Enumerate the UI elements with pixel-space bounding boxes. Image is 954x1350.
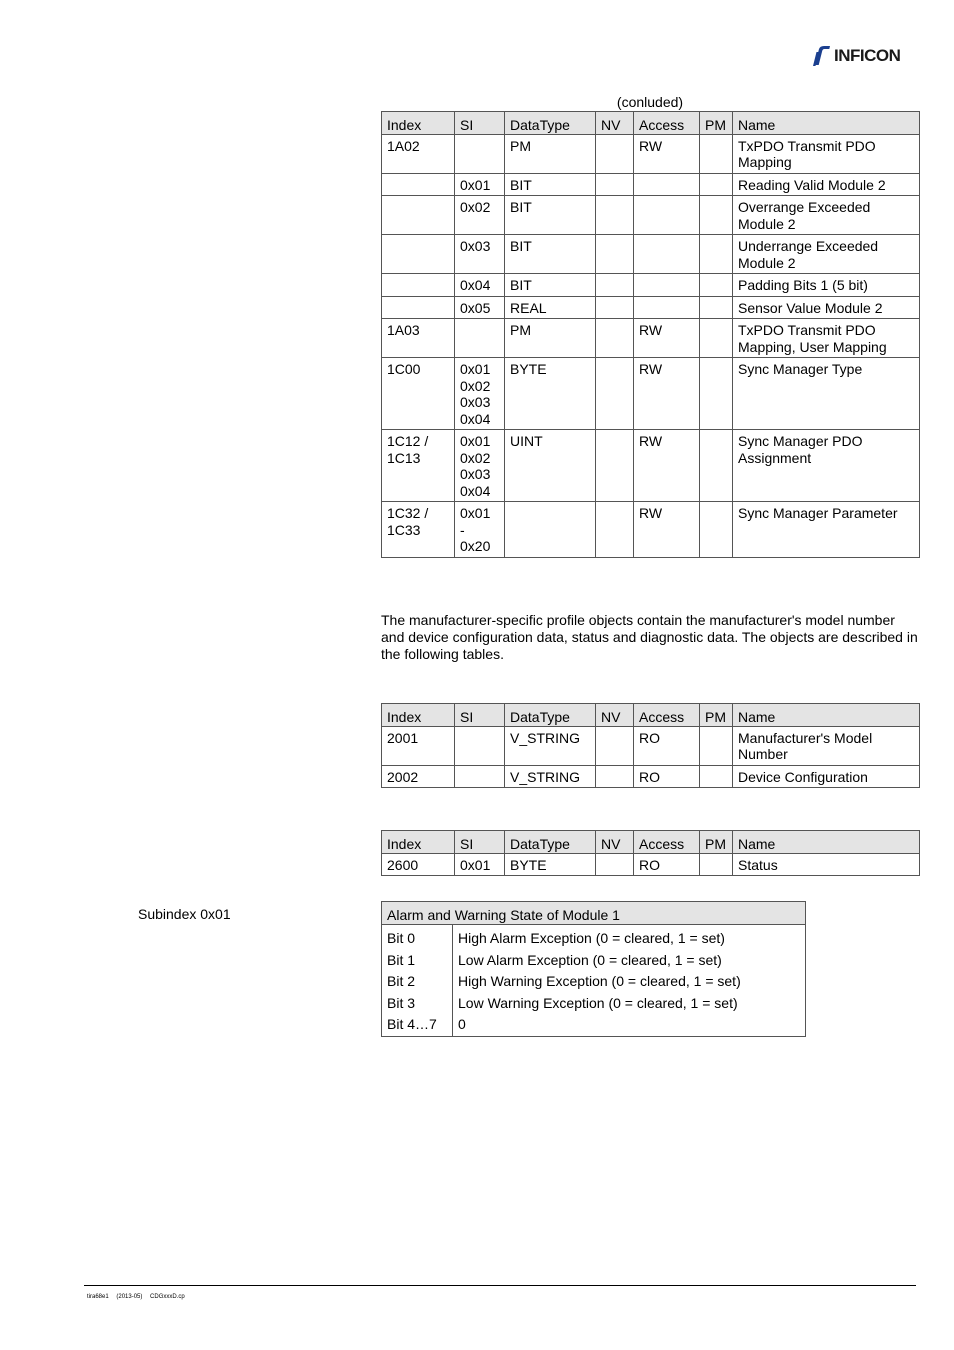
column-header: Access bbox=[634, 112, 700, 135]
table-cell bbox=[700, 235, 733, 274]
table-cell: RW bbox=[634, 319, 700, 358]
table-cell bbox=[634, 196, 700, 235]
table-cell bbox=[596, 134, 634, 173]
table-cell: Manufacturer's Model Number bbox=[733, 726, 920, 765]
table-cell: BIT bbox=[505, 196, 596, 235]
bit-label: Bit 4…7 bbox=[382, 1014, 453, 1036]
table-cell bbox=[596, 765, 634, 788]
table-header-row bbox=[382, 704, 920, 727]
column-header: Index bbox=[382, 704, 455, 727]
footer-doc-id: tira68e1 bbox=[87, 1294, 109, 1300]
footer-divider bbox=[84, 1285, 916, 1286]
bits-table bbox=[381, 901, 806, 1037]
table-cell: BIT bbox=[505, 235, 596, 274]
table-cell: RO bbox=[634, 765, 700, 788]
table-cell: 1C32 / 1C33 bbox=[382, 502, 455, 558]
column-header: Index bbox=[382, 831, 455, 854]
table-cell bbox=[455, 765, 505, 788]
table-row bbox=[382, 502, 920, 558]
table-cell bbox=[596, 358, 634, 430]
table-caption: (conluded) bbox=[616, 94, 684, 110]
table-cell bbox=[382, 235, 455, 274]
table-cell: RW bbox=[634, 358, 700, 430]
table-cell: BYTE bbox=[505, 358, 596, 430]
column-header: Access bbox=[634, 831, 700, 854]
footer-file: CDGxxxD.cp bbox=[150, 1294, 185, 1300]
table-cell bbox=[455, 319, 505, 358]
table-header-row bbox=[382, 831, 920, 854]
table-cell bbox=[382, 296, 455, 319]
table-cell bbox=[596, 430, 634, 502]
table-cell bbox=[455, 134, 505, 173]
object-table-manufacturer bbox=[381, 703, 920, 788]
table-cell: V_STRING bbox=[505, 726, 596, 765]
table-cell: PM bbox=[505, 134, 596, 173]
table-cell: BYTE bbox=[505, 853, 596, 876]
table-cell: RW bbox=[634, 502, 700, 558]
table-row bbox=[382, 950, 806, 972]
table-cell: Status bbox=[733, 853, 920, 876]
column-header: PM bbox=[700, 112, 733, 135]
table-cell bbox=[700, 134, 733, 173]
table-cell bbox=[382, 274, 455, 297]
table-cell bbox=[596, 296, 634, 319]
column-header: SI bbox=[455, 704, 505, 727]
table-row bbox=[382, 296, 920, 319]
object-table-communication bbox=[381, 111, 920, 558]
table-row bbox=[382, 274, 920, 297]
logo-text: INFICON bbox=[834, 46, 901, 65]
footer bbox=[87, 1294, 185, 1300]
table-cell: RO bbox=[634, 853, 700, 876]
table-row bbox=[382, 765, 920, 788]
object-table-status bbox=[381, 830, 920, 876]
bit-description: Low Warning Exception (0 = cleared, 1 = set) bbox=[453, 993, 806, 1015]
table-cell bbox=[700, 296, 733, 319]
table-row bbox=[382, 925, 806, 950]
table-cell bbox=[596, 726, 634, 765]
table-header-row bbox=[382, 112, 920, 135]
table-cell bbox=[634, 296, 700, 319]
table-cell bbox=[596, 319, 634, 358]
column-header: DataType bbox=[505, 112, 596, 135]
table-cell: Underrange Exceeded Module 2 bbox=[733, 235, 920, 274]
table-row bbox=[382, 319, 920, 358]
table-cell: V_STRING bbox=[505, 765, 596, 788]
table-cell bbox=[382, 196, 455, 235]
table-cell: REAL bbox=[505, 296, 596, 319]
table-cell bbox=[382, 173, 455, 196]
table-cell bbox=[700, 853, 733, 876]
table-row bbox=[382, 971, 806, 993]
table-cell: BIT bbox=[505, 274, 596, 297]
table-row bbox=[382, 853, 920, 876]
table-cell: UINT bbox=[505, 430, 596, 502]
table-cell bbox=[700, 502, 733, 558]
table-cell: Sync Manager Type bbox=[733, 358, 920, 430]
column-header: NV bbox=[596, 704, 634, 727]
table-cell: 2002 bbox=[382, 765, 455, 788]
table-cell: PM bbox=[505, 319, 596, 358]
table-cell bbox=[700, 319, 733, 358]
table-cell: 2001 bbox=[382, 726, 455, 765]
table-row bbox=[382, 134, 920, 173]
table-cell: BIT bbox=[505, 173, 596, 196]
table-cell: Sync Manager Parameter bbox=[733, 502, 920, 558]
column-header: Index bbox=[382, 112, 455, 135]
bit-description: 0 bbox=[453, 1014, 806, 1036]
column-header: PM bbox=[700, 831, 733, 854]
table-cell bbox=[596, 853, 634, 876]
table-cell: 0x01 bbox=[455, 173, 505, 196]
table-cell bbox=[596, 173, 634, 196]
table-cell: Sync Manager PDO Assignment bbox=[733, 430, 920, 502]
column-header: SI bbox=[455, 112, 505, 135]
table-cell bbox=[700, 726, 733, 765]
table-cell: 0x01 0x02 0x03 0x04 bbox=[455, 430, 505, 502]
column-header: SI bbox=[455, 831, 505, 854]
table-cell: 0x02 bbox=[455, 196, 505, 235]
bit-label: Bit 0 bbox=[382, 925, 453, 950]
table-cell bbox=[505, 502, 596, 558]
table-cell: 1C00 bbox=[382, 358, 455, 430]
table-cell: 0x01 0x02 0x03 0x04 bbox=[455, 358, 505, 430]
table-cell: 1A02 bbox=[382, 134, 455, 173]
table-cell bbox=[596, 274, 634, 297]
inficon-logo-icon bbox=[812, 45, 832, 67]
table-cell: 0x01 bbox=[455, 853, 505, 876]
bit-label: Bit 3 bbox=[382, 993, 453, 1015]
table-cell: Sensor Value Module 2 bbox=[733, 296, 920, 319]
footer-date: (2013-05) bbox=[116, 1294, 143, 1300]
table-cell bbox=[634, 173, 700, 196]
table-row bbox=[382, 358, 920, 430]
column-header: NV bbox=[596, 112, 634, 135]
table-cell bbox=[700, 430, 733, 502]
column-header: Access bbox=[634, 704, 700, 727]
table-cell bbox=[700, 765, 733, 788]
table-cell: TxPDO Transmit PDO Mapping bbox=[733, 134, 920, 173]
subindex-label: Subindex 0x01 bbox=[138, 906, 231, 922]
table-cell bbox=[596, 502, 634, 558]
bit-description: High Alarm Exception (0 = cleared, 1 = set) bbox=[453, 925, 806, 950]
table-row bbox=[382, 993, 806, 1015]
table-cell: Device Configuration bbox=[733, 765, 920, 788]
bits-table-header: Alarm and Warning State of Module 1 bbox=[382, 902, 806, 925]
column-header: DataType bbox=[505, 704, 596, 727]
column-header: NV bbox=[596, 831, 634, 854]
table-cell: RW bbox=[634, 134, 700, 173]
bit-description: High Warning Exception (0 = cleared, 1 = set) bbox=[453, 971, 806, 993]
bit-label: Bit 2 bbox=[382, 971, 453, 993]
table-cell bbox=[634, 274, 700, 297]
table-cell: 1A03 bbox=[382, 319, 455, 358]
table-cell: Reading Valid Module 2 bbox=[733, 173, 920, 196]
table-cell: 1C12 / 1C13 bbox=[382, 430, 455, 502]
intro-paragraph: The manufacturer-specific profile objects contain the manufacturer's model number and device configuration data, status and diagnostic data. The objects are described in the following tables. bbox=[381, 612, 918, 662]
table-cell bbox=[700, 196, 733, 235]
table-cell: TxPDO Transmit PDO Mapping, User Mapping bbox=[733, 319, 920, 358]
bit-label: Bit 1 bbox=[382, 950, 453, 972]
table-row bbox=[382, 235, 920, 274]
column-header: Name bbox=[733, 112, 920, 135]
column-header: DataType bbox=[505, 831, 596, 854]
table-row bbox=[382, 196, 920, 235]
table-cell: RO bbox=[634, 726, 700, 765]
table-row bbox=[382, 1014, 806, 1036]
table-row bbox=[382, 430, 920, 502]
table-cell: 0x04 bbox=[455, 274, 505, 297]
column-header: Name bbox=[733, 831, 920, 854]
column-header: Name bbox=[733, 704, 920, 727]
table-cell bbox=[700, 173, 733, 196]
table-cell: 0x03 bbox=[455, 235, 505, 274]
table-cell: Overrange Exceeded Module 2 bbox=[733, 196, 920, 235]
table-row bbox=[382, 173, 920, 196]
table-cell bbox=[700, 274, 733, 297]
column-header: PM bbox=[700, 704, 733, 727]
table-row bbox=[382, 726, 920, 765]
table-cell bbox=[634, 235, 700, 274]
table-cell: 0x05 bbox=[455, 296, 505, 319]
table-cell bbox=[596, 196, 634, 235]
table-cell: 0x01 - 0x20 bbox=[455, 502, 505, 558]
inficon-logo bbox=[812, 44, 900, 68]
table-cell: RW bbox=[634, 430, 700, 502]
table-cell bbox=[455, 726, 505, 765]
table-cell: 2600 bbox=[382, 853, 455, 876]
table-cell bbox=[596, 235, 634, 274]
table-cell bbox=[700, 358, 733, 430]
table-cell: Padding Bits 1 (5 bit) bbox=[733, 274, 920, 297]
bit-description: Low Alarm Exception (0 = cleared, 1 = set) bbox=[453, 950, 806, 972]
